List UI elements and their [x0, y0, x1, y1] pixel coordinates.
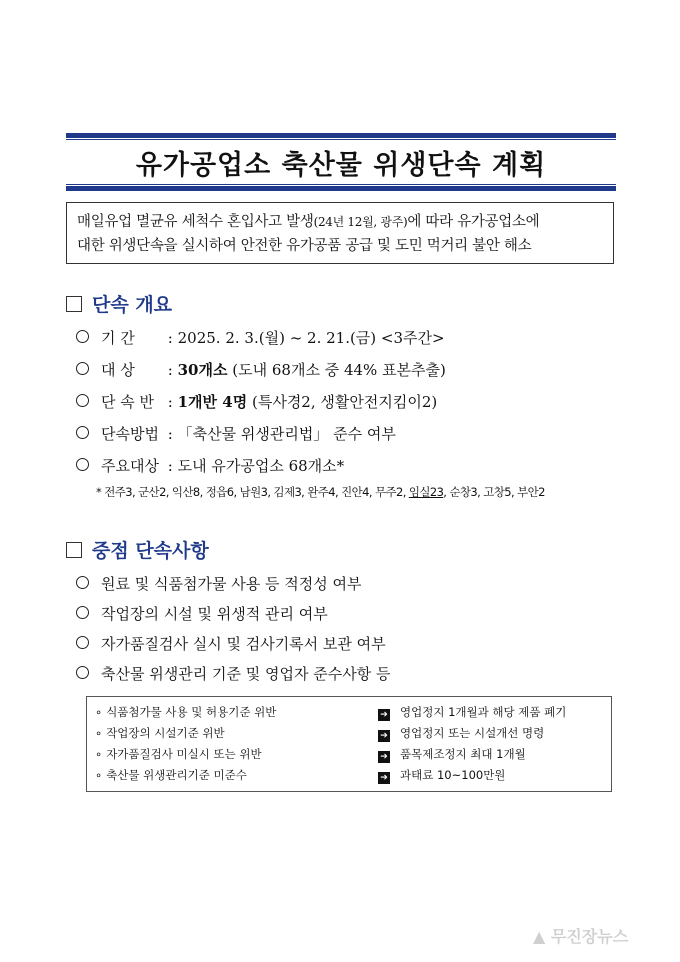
circle-bullet-icon: [76, 362, 89, 375]
title-bar-top-thin: [66, 139, 616, 140]
focus-item: [76, 633, 386, 654]
action-text: 영업정지 또는 시설개선 명령: [400, 726, 545, 740]
overview-item-main-target: [76, 455, 344, 476]
item-sep: :: [167, 361, 173, 379]
circle-bullet-icon: [76, 636, 89, 649]
penalty-violation: [95, 767, 247, 783]
item-value: 「축산물 위생관리법」 준수 여부: [177, 425, 396, 443]
item-value-bold: 1개반 4명: [177, 393, 248, 411]
title-bar-bottom: [66, 186, 616, 191]
note-underlined: 임실23: [408, 485, 444, 499]
square-bullet-icon: [66, 296, 82, 312]
overview-item-team: [76, 391, 437, 412]
violation-text: 식품첨가물 사용 및 허용기준 위반: [106, 705, 277, 719]
item-value: (도내 68개소 중 44% 표본추출): [232, 361, 446, 379]
section-heading-text: 단속 개요: [92, 294, 173, 316]
focus-item: [76, 663, 390, 684]
dot-bullet-icon: ∘: [95, 705, 103, 719]
penalty-row: [95, 746, 605, 766]
dot-bullet-icon: ∘: [95, 747, 103, 761]
penalty-action: [378, 704, 566, 721]
penalty-box: [86, 696, 612, 792]
item-value: (특사경2, 생활안전지킴이2): [251, 393, 438, 411]
overview-item-period: [76, 327, 445, 348]
dot-bullet-icon: ∘: [95, 726, 103, 740]
violation-text: 자가품질검사 미실시 또는 위반: [106, 747, 262, 761]
intro-text-small: (24년 12월, 광주): [313, 215, 408, 229]
action-text: 과태료 10~100만원: [400, 768, 506, 782]
arrow-right-icon: ➔: [378, 751, 390, 763]
circle-bullet-icon: [76, 426, 89, 439]
circle-bullet-icon: [76, 394, 89, 407]
section-heading-text: 중점 단속사항: [92, 540, 209, 562]
item-sep: :: [167, 393, 173, 411]
note-text: * 전주3, 군산2, 익산8, 정읍6, 남원3, 김제3, 완주4, 진안4, 무주2,: [96, 485, 409, 499]
item-value-bold: 30개소: [177, 361, 228, 379]
item-label: 주요대상: [101, 457, 159, 475]
watermark-icon: ▲: [533, 927, 551, 946]
section-heading-overview: [66, 290, 172, 317]
arrow-right-icon: ➔: [378, 772, 390, 784]
penalty-row: [95, 725, 605, 745]
intro-text-a: 매일유업 멸균유 세척수 혼입사고 발생: [77, 214, 314, 230]
focus-item-text: 작업장의 시설 및 위생적 관리 여부: [101, 605, 328, 623]
focus-item: [76, 573, 361, 594]
item-sep: :: [167, 457, 173, 475]
focus-item-text: 원료 및 식품첨가물 사용 등 적정성 여부: [101, 575, 362, 593]
item-label: 단 속 반: [101, 393, 155, 411]
square-bullet-icon: [66, 542, 82, 558]
item-sep: :: [167, 425, 173, 443]
penalty-violation: [95, 746, 262, 762]
violation-text: 축산물 위생관리기준 미준수: [106, 768, 247, 782]
circle-bullet-icon: [76, 330, 89, 343]
item-value: 도내 유가공업소 68개소*: [177, 457, 345, 475]
circle-bullet-icon: [76, 576, 89, 589]
focus-item-text: 축산물 위생관리 기준 및 영업자 준수사항 등: [101, 665, 391, 683]
penalty-violation: [95, 725, 225, 741]
intro-line-1: [77, 210, 603, 234]
note-text-end: , 순창3, 고창5, 부안2: [443, 485, 545, 499]
focus-item: [76, 603, 328, 624]
penalty-violation: [95, 704, 276, 720]
intro-box: [66, 202, 614, 264]
penalty-row: [95, 704, 605, 724]
item-label: 기 간: [101, 329, 135, 347]
circle-bullet-icon: [76, 666, 89, 679]
arrow-right-icon: ➔: [378, 709, 390, 721]
section-heading-focus: [66, 536, 209, 563]
action-text: 품목제조정지 최대 1개월: [400, 747, 526, 761]
penalty-row: [95, 767, 605, 787]
focus-item-text: 자가품질검사 실시 및 검사기록서 보관 여부: [101, 635, 386, 653]
watermark-logo: [533, 924, 628, 947]
overview-item-method: [76, 423, 396, 444]
action-text: 영업정지 1개월과 해당 제품 폐기: [400, 705, 567, 719]
item-sep: :: [167, 329, 173, 347]
dot-bullet-icon: ∘: [95, 768, 103, 782]
intro-line-2: 대한 위생단속을 실시하여 안전한 유가공품 공급 및 도민 먹거리 불안 해소: [77, 238, 532, 254]
watermark-text: 무진장뉴스: [550, 927, 629, 946]
circle-bullet-icon: [76, 606, 89, 619]
item-label: 단속방법: [101, 425, 159, 443]
page-title: 유가공업소 축산물 위생단속 계획: [135, 150, 547, 181]
arrow-right-icon: ➔: [378, 730, 390, 742]
circle-bullet-icon: [76, 458, 89, 471]
intro-text-b: 에 따라 유가공업소에: [407, 214, 540, 230]
region-breakdown-note: [96, 484, 545, 500]
penalty-action: [378, 746, 526, 763]
violation-text: 작업장의 시설기준 위반: [106, 726, 225, 740]
penalty-action: [378, 725, 544, 742]
penalty-action: [378, 767, 505, 784]
title-bar-top: [66, 133, 616, 138]
item-value: 2025. 2. 3.(월) ~ 2. 21.(금) <3주간>: [177, 329, 445, 347]
title-bar-bottom-thin: [66, 184, 616, 185]
item-label: 대 상: [101, 361, 135, 379]
overview-item-target: [76, 359, 446, 380]
title-block: [66, 133, 616, 193]
